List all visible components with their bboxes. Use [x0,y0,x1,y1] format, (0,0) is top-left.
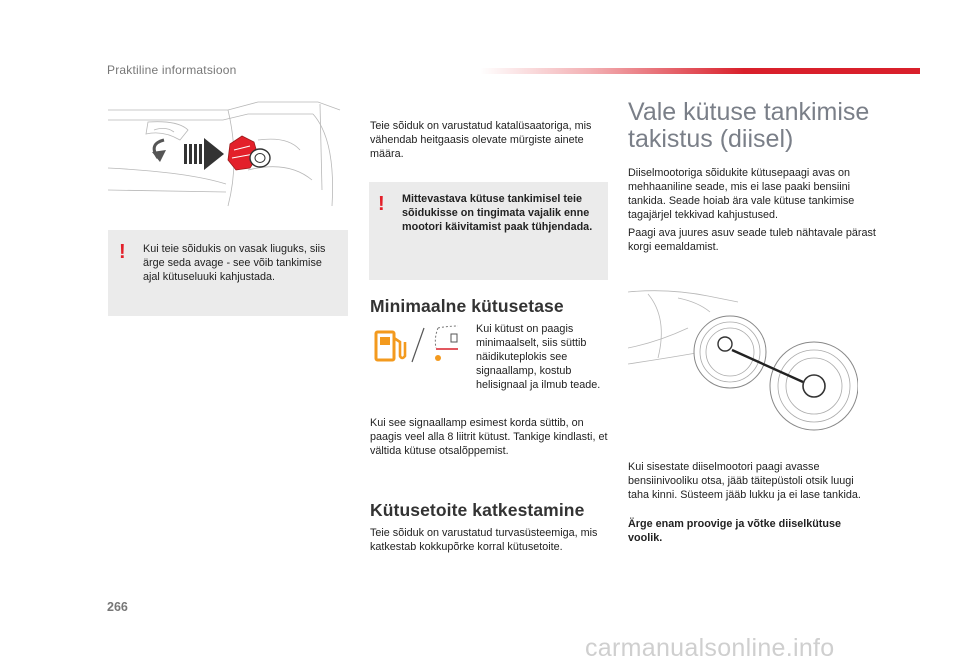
misfuel-para-2: Paagi ava juures asuv seade tuleb nähtavale pärast korgi eemaldamist. [628,227,876,253]
fuel-gauge-icon [435,326,458,361]
watermark: carmanualsonline.info [585,634,835,662]
warning-icon: ! [119,241,126,263]
page-number: 266 [107,600,128,614]
warning-text-wrong-fuel: Mittevastava kütuse tankimisel teie sõidukisse on tingimata vajalik enne mootori käivitamist paak tühjendada. [402,193,593,233]
warning-text-sliding-door: Kui teie sõidukis on vasak liuguks, siis ärge seda avage - see võib tankimise ajal kütuseluuki kahjustada. [143,243,326,283]
section-title: Praktiline informatsioon [107,63,237,77]
header-accent-bar [480,68,920,74]
low-fuel-indicator [372,322,464,366]
heading-misfuel-prevention: Vale kütuse tankimise takistus (diisel) [628,98,870,153]
heading-min-fuel: Minimaalne kütusetase [370,296,564,316]
misfuel-para-1: Diiselmootoriga sõidukite kütusepaagi avas on mehhaaniline seade, mis ei lase paaki bensiini tankida. Seade hoiab ära vale kütuse tankimise tagajärjel tekkivad kahjustused. [628,167,855,221]
misfuel-para-3: Kui sisestate diiselmootori paagi avasse bensiinivooliku otsa, jääb täitepüstoli otsik luugi taha kinni. Süsteem jääb lukku ja ei lase tankida. [628,461,861,501]
fuel-pump-icon [376,332,405,360]
fuel-flap-icon [228,136,270,170]
min-fuel-para: Kui see signaallamp esimest korda süttib, on paagis veel alla 8 liitrit kütust. Tankige kindlasti, et vältida kütuse otsalõppemist. [370,417,608,457]
direction-arrow-icon [184,138,224,170]
fuel-door-illustration [108,100,348,208]
fuel-cutoff-para: Teie sõiduk on varustatud turvasüsteemiga, mis katkestab kokkupõrke korral kütusetoite. [370,527,598,553]
min-fuel-desc: Kui kütust on paagis minimaalselt, siis süttib näidikuteplokis see signaallamp, kostub helisignaal ja ilmub teade. [476,323,601,391]
warning-icon: ! [378,193,385,215]
heading-fuel-cutoff: Kütusetoite katkestamine [370,500,585,520]
fuel-filler-illustration [628,288,858,448]
misfuel-para-4: Ärge enam proovige ja võtke diiselkütuse voolik. [628,518,842,544]
catalyst-intro: Teie sõiduk on varustatud katalüsaatoriga, mis vähendab heitgaasis olevate mürgiste ainete määra. [370,120,592,160]
